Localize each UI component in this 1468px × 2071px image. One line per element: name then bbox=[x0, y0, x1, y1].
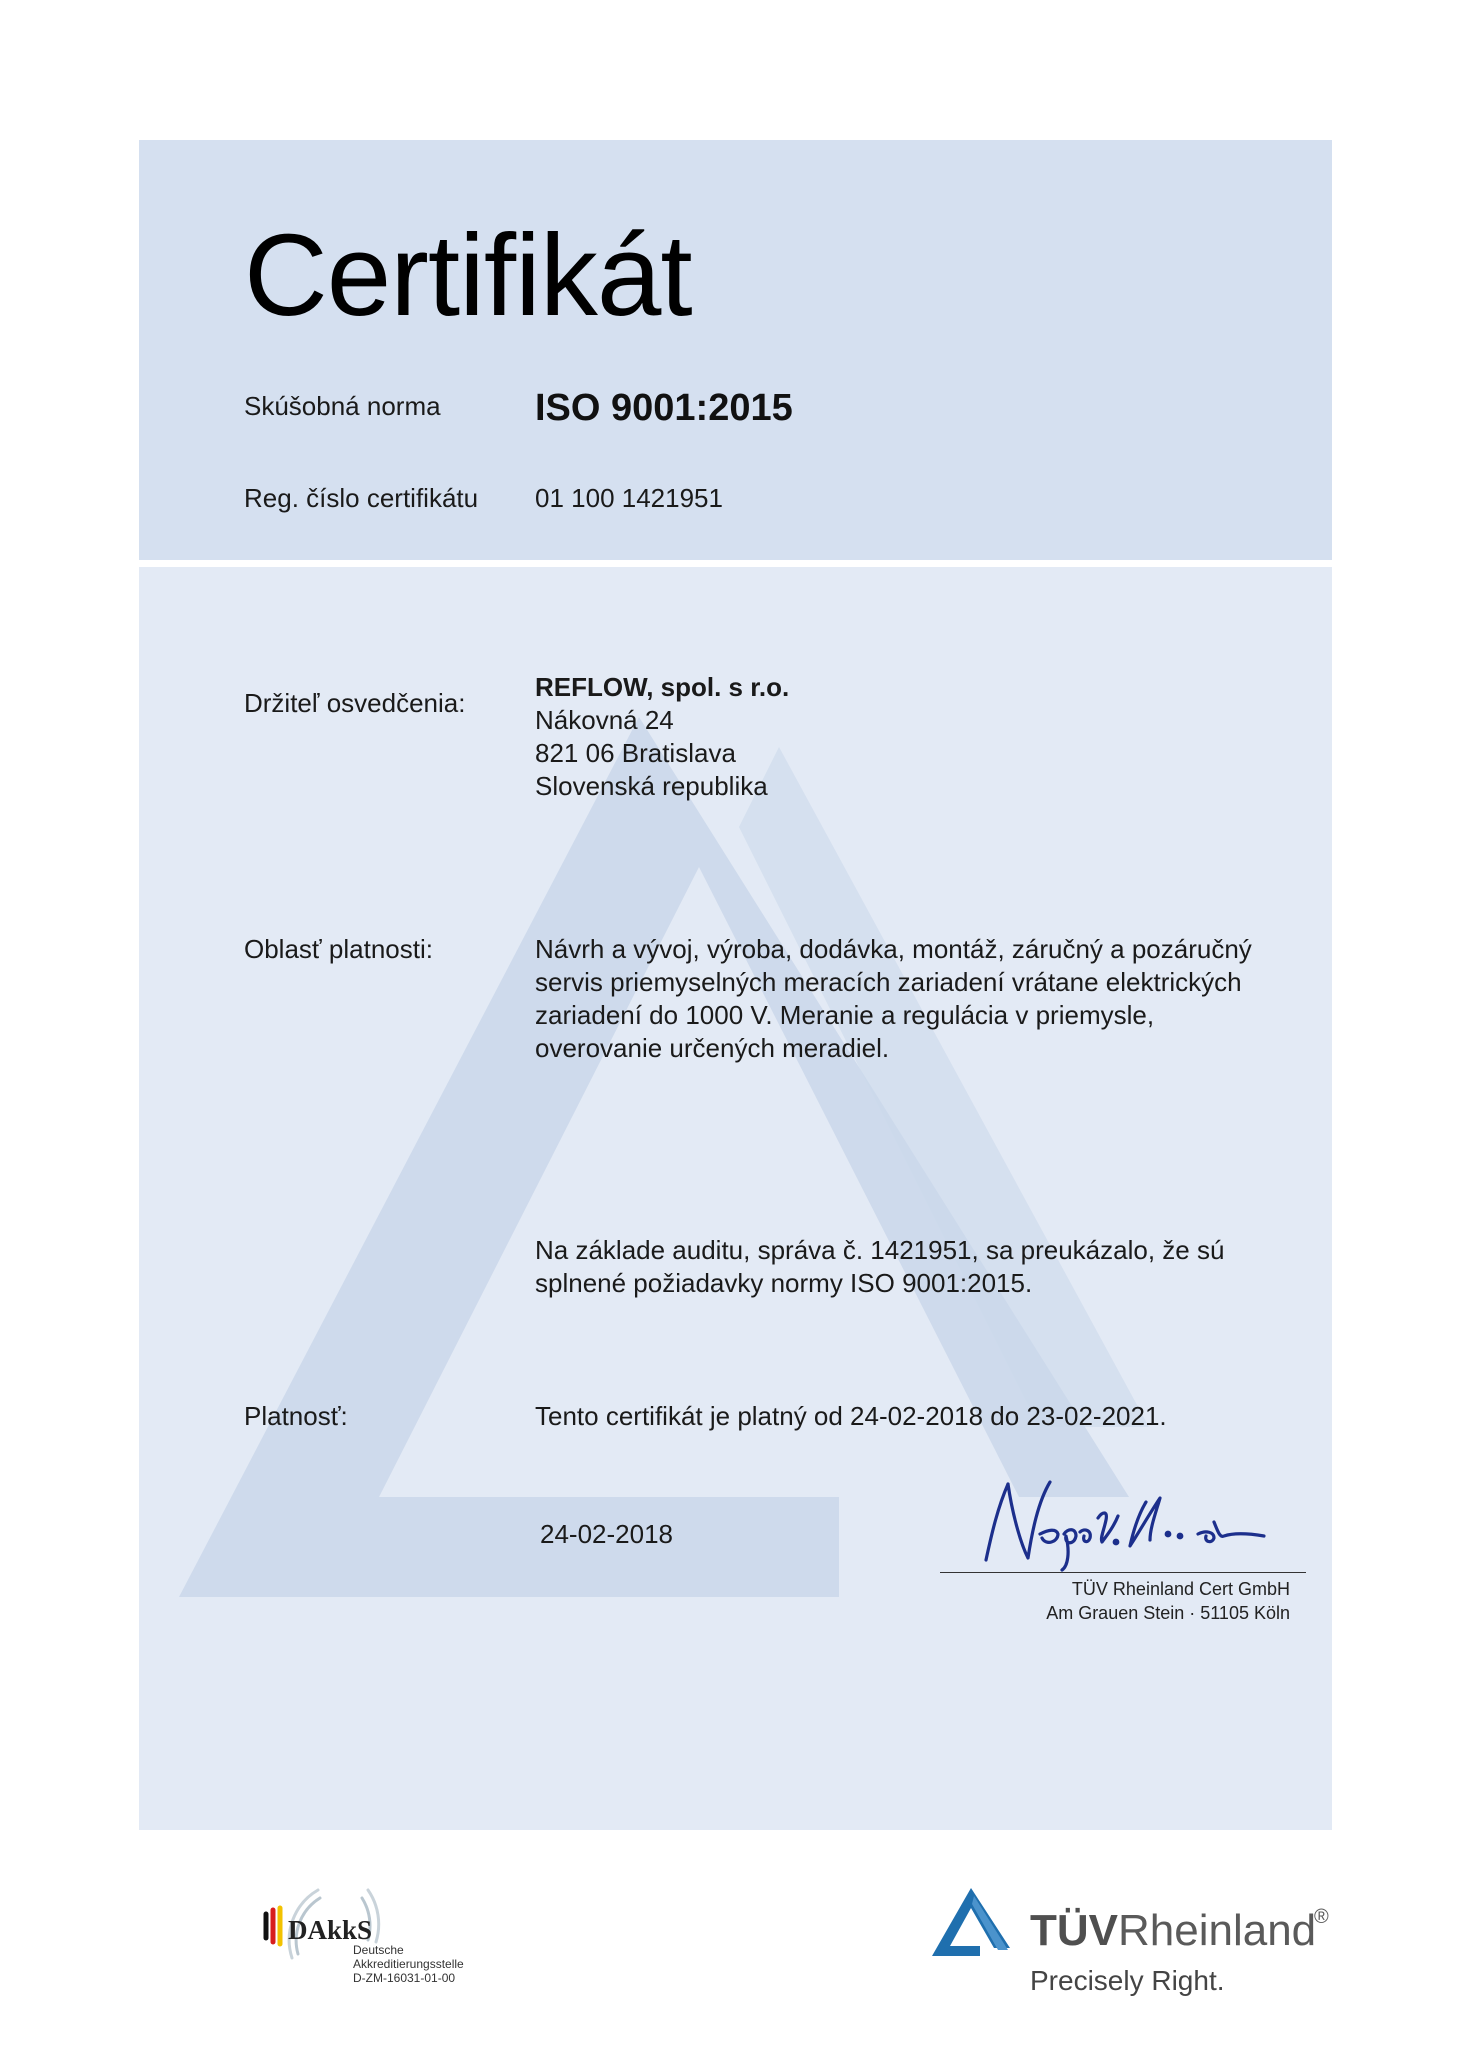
reg-number-label: Reg. číslo certifikátu bbox=[244, 483, 479, 513]
dakks-line-3: D-ZM-16031-01-00 bbox=[353, 1971, 456, 1985]
issuer-name: TÜV Rheinland Cert GmbH bbox=[1071, 1579, 1290, 1599]
scope-line: zariadení do 1000 V. Meranie a regulácia v priemysle, bbox=[535, 1000, 1155, 1030]
audit-line: splnené požiadavky normy ISO 9001:2015. bbox=[535, 1268, 1033, 1298]
tuv-tagline: Precisely Right. bbox=[1030, 1965, 1225, 1996]
standard-value: ISO 9001:2015 bbox=[535, 387, 793, 429]
issuer-address: Am Grauen Stein · 51105 Köln bbox=[1046, 1603, 1290, 1623]
issue-date: 24-02-2018 bbox=[540, 1519, 673, 1549]
holder-street: Nákovná 24 bbox=[535, 705, 674, 735]
scope-line: Návrh a vývoj, výroba, dodávka, montáž, záručný a pozáručný bbox=[535, 934, 1252, 964]
dakks-line-1: Deutsche bbox=[353, 1943, 404, 1957]
scope-label: Oblasť platnosti: bbox=[244, 934, 433, 964]
tuv-brand-name bbox=[1030, 1906, 1316, 1956]
standard-label: Skúšobná norma bbox=[244, 391, 441, 421]
scope-line: servis priemyselných meracích zariadení vrátane elektrických bbox=[535, 967, 1242, 997]
dakks-line-2: Akkreditierungsstelle bbox=[353, 1957, 464, 1971]
validity-label: Platnosť: bbox=[244, 1401, 348, 1431]
holder-label: Držiteľ osvedčenia: bbox=[244, 688, 466, 718]
holder-address-block bbox=[535, 671, 789, 803]
scope-text-block bbox=[535, 933, 1252, 1065]
tuv-brand-regular: Rheinland bbox=[1118, 1906, 1317, 1955]
svg-text:DAkkS: DAkkS bbox=[288, 1915, 373, 1945]
scope-line: overovanie určených meradiel. bbox=[535, 1033, 890, 1063]
holder-company-name: REFLOW, spol. s r.o. bbox=[535, 672, 790, 702]
holder-city: 821 06 Bratislava bbox=[535, 738, 736, 768]
audit-line: Na základe auditu, správa č. 1421951, sa preukázalo, že sú bbox=[535, 1235, 1225, 1265]
signature-icon bbox=[968, 1472, 1298, 1572]
signature-line bbox=[940, 1572, 1306, 1573]
certificate-title: Certifikát bbox=[244, 210, 692, 340]
holder-country: Slovenská republika bbox=[535, 771, 768, 801]
registered-mark: ® bbox=[1314, 1906, 1329, 1928]
audit-statement bbox=[535, 1234, 1224, 1300]
reg-number-value: 01 100 1421951 bbox=[535, 483, 723, 513]
tuv-triangle-logo-icon bbox=[928, 1884, 1014, 1964]
validity-value: Tento certifikát je platný od 24-02-2018 do 23-02-2021. bbox=[535, 1401, 1167, 1431]
tuv-brand-bold: TÜV bbox=[1030, 1906, 1118, 1955]
